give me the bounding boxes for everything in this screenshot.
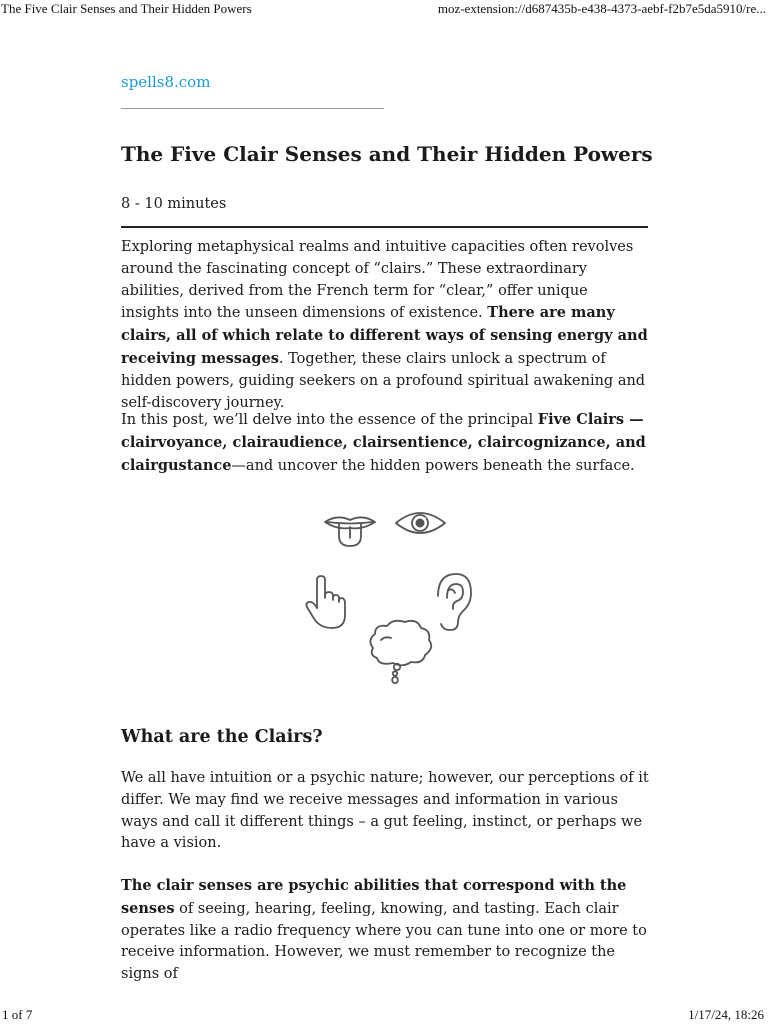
print-header	[0, 0, 768, 18]
intro-bold-text: There are many clairs, all of which relate to different ways of sensing energy and receiving messages	[121, 304, 648, 367]
site-link[interactable]: spells8.com	[121, 73, 211, 91]
five-clairs-paragraph	[121, 409, 649, 477]
site-divider	[121, 108, 384, 109]
clair-senses-text: of seeing, hearing, feeling, knowing, and tasting. Each clair operates like a radio frequency where you can tune into one or more to receive information. However, we must remember to recognize the signs of	[121, 900, 647, 983]
eye-icon	[396, 513, 445, 533]
title-divider	[121, 226, 648, 228]
section-heading-what-are-clairs: What are the Clairs?	[121, 727, 323, 747]
five-clairs-text: In this post, we’ll delve into the essence of the principal	[121, 412, 538, 428]
reading-time: 8 - 10 minutes	[121, 196, 227, 212]
intro-text-end: . Together, these clairs unlock a spectrum of hidden powers, guiding seekers on a profound spiritual awakening and self-discovery journey.	[121, 350, 646, 411]
article-title: The Five Clair Senses and Their Hidden Powers	[121, 142, 653, 166]
thought-bubble-icon	[370, 621, 431, 684]
print-header-title: The Five Clair Senses and Their Hidden Powers	[1, 1, 252, 16]
print-footer	[0, 1007, 768, 1024]
tongue-icon	[325, 517, 375, 546]
pointing-hand-icon	[306, 576, 345, 628]
five-clairs-text-end: —and uncover the hidden powers beneath the surface.	[231, 457, 635, 474]
intuition-paragraph: We all have intuition or a psychic nature; however, our perceptions of it differ. We may find we receive messages and information in various ways and call it different things – a gut feeling, instinct, or perhaps we have a vision.	[121, 770, 649, 852]
page-number: 1 of 7	[2, 1007, 33, 1022]
print-header-url: moz-extension://d687435b-e438-4373-aebf-f2b7e5da5910/re...	[437, 1, 766, 16]
ear-icon	[438, 574, 471, 630]
print-datetime: 1/17/24, 18:26	[688, 1007, 764, 1022]
intro-paragraph	[121, 237, 649, 414]
clair-senses-paragraph	[121, 875, 649, 986]
clair-senses-bold-text: The clair senses are psychic abilities that correspond with the senses	[121, 877, 627, 917]
five-senses-illustration	[301, 500, 481, 685]
intro-text: Exploring metaphysical realms and intuitive capacities often revolves around the fascinating concept of “clairs.” These extraordinary abilities, derived from the French term for “clear,” offer unique insights into the unseen dimensions of existence.	[121, 239, 634, 322]
five-clairs-bold-text: Five Clairs —clairvoyance, clairaudience, clairsentience, claircognizance, and clairgustance	[121, 411, 646, 474]
